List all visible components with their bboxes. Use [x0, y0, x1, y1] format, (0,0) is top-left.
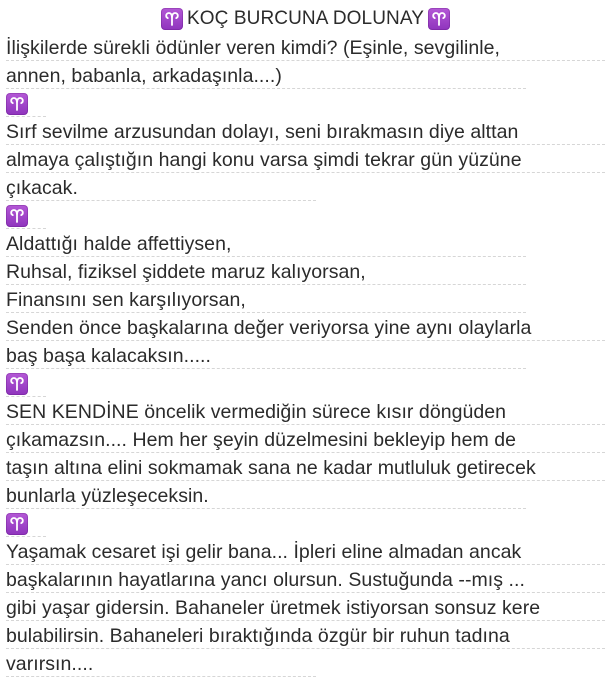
aries-divider — [6, 510, 605, 538]
text-line: gibi yaşar gidersin. Bahaneler üretmek istiyorsan sonsuz kere — [6, 594, 605, 622]
text-line: bulabilirsin. Bahaneleri bıraktığında özgür bir ruhun tadına — [6, 622, 605, 650]
text-line: SEN KENDİNE öncelik vermediğin sürece kısır döngüden — [6, 398, 605, 426]
text-line: baş başa kalacaksın..... — [6, 342, 605, 370]
text-line: annen, babanla, arkadaşınla....) — [6, 62, 605, 90]
text-line: başkalarının hayatlarına yancı olursun. Sustuğunda --mış ... — [6, 566, 605, 594]
text-line: Senden önce başkalarına değer veriyorsa yine aynı olaylarla — [6, 314, 605, 342]
text-line: İlişkilerde sürekli ödünler veren kimdi? (Eşinle, sevgilinle, — [6, 34, 605, 62]
aries-sign-icon — [6, 373, 28, 395]
aries-divider — [6, 370, 605, 398]
aries-sign-icon — [6, 205, 28, 227]
title-text: KOÇ BURCUNA DOLUNAY — [187, 8, 424, 29]
aries-sign-icon — [6, 93, 28, 115]
text-line: Finansını sen karşılıyorsan, — [6, 286, 605, 314]
aries-divider — [6, 90, 605, 118]
text-line: Aldattığı halde affettiysen, — [6, 230, 605, 258]
title-row — [6, 4, 605, 34]
text-line: Yaşamak cesaret işi gelir bana... İpleri eline almadan ancak — [6, 538, 605, 566]
aries-sign-icon — [6, 513, 28, 535]
text-line: Ruhsal, fiziksel şiddete maruz kalıyorsan, — [6, 258, 605, 286]
aries-divider — [6, 202, 605, 230]
text-line: çıkamazsın.... Hem her şeyin düzelmesini bekleyip hem de — [6, 426, 605, 454]
aries-sign-icon — [161, 8, 183, 30]
text-line: taşın altına elini sokmamak sana ne kadar mutluluk getirecek — [6, 454, 605, 482]
text-line: Sırf sevilme arzusundan dolayı, seni bırakmasın diye alttan — [6, 118, 605, 146]
aries-sign-icon — [428, 8, 450, 30]
text-line: varırsın.... — [6, 650, 605, 678]
text-line: çıkacak. — [6, 174, 605, 202]
text-line: bunlarla yüzleşeceksin. — [6, 482, 605, 510]
text-line: almaya çalıştığın hangi konu varsa şimdi tekrar gün yüzüne — [6, 146, 605, 174]
